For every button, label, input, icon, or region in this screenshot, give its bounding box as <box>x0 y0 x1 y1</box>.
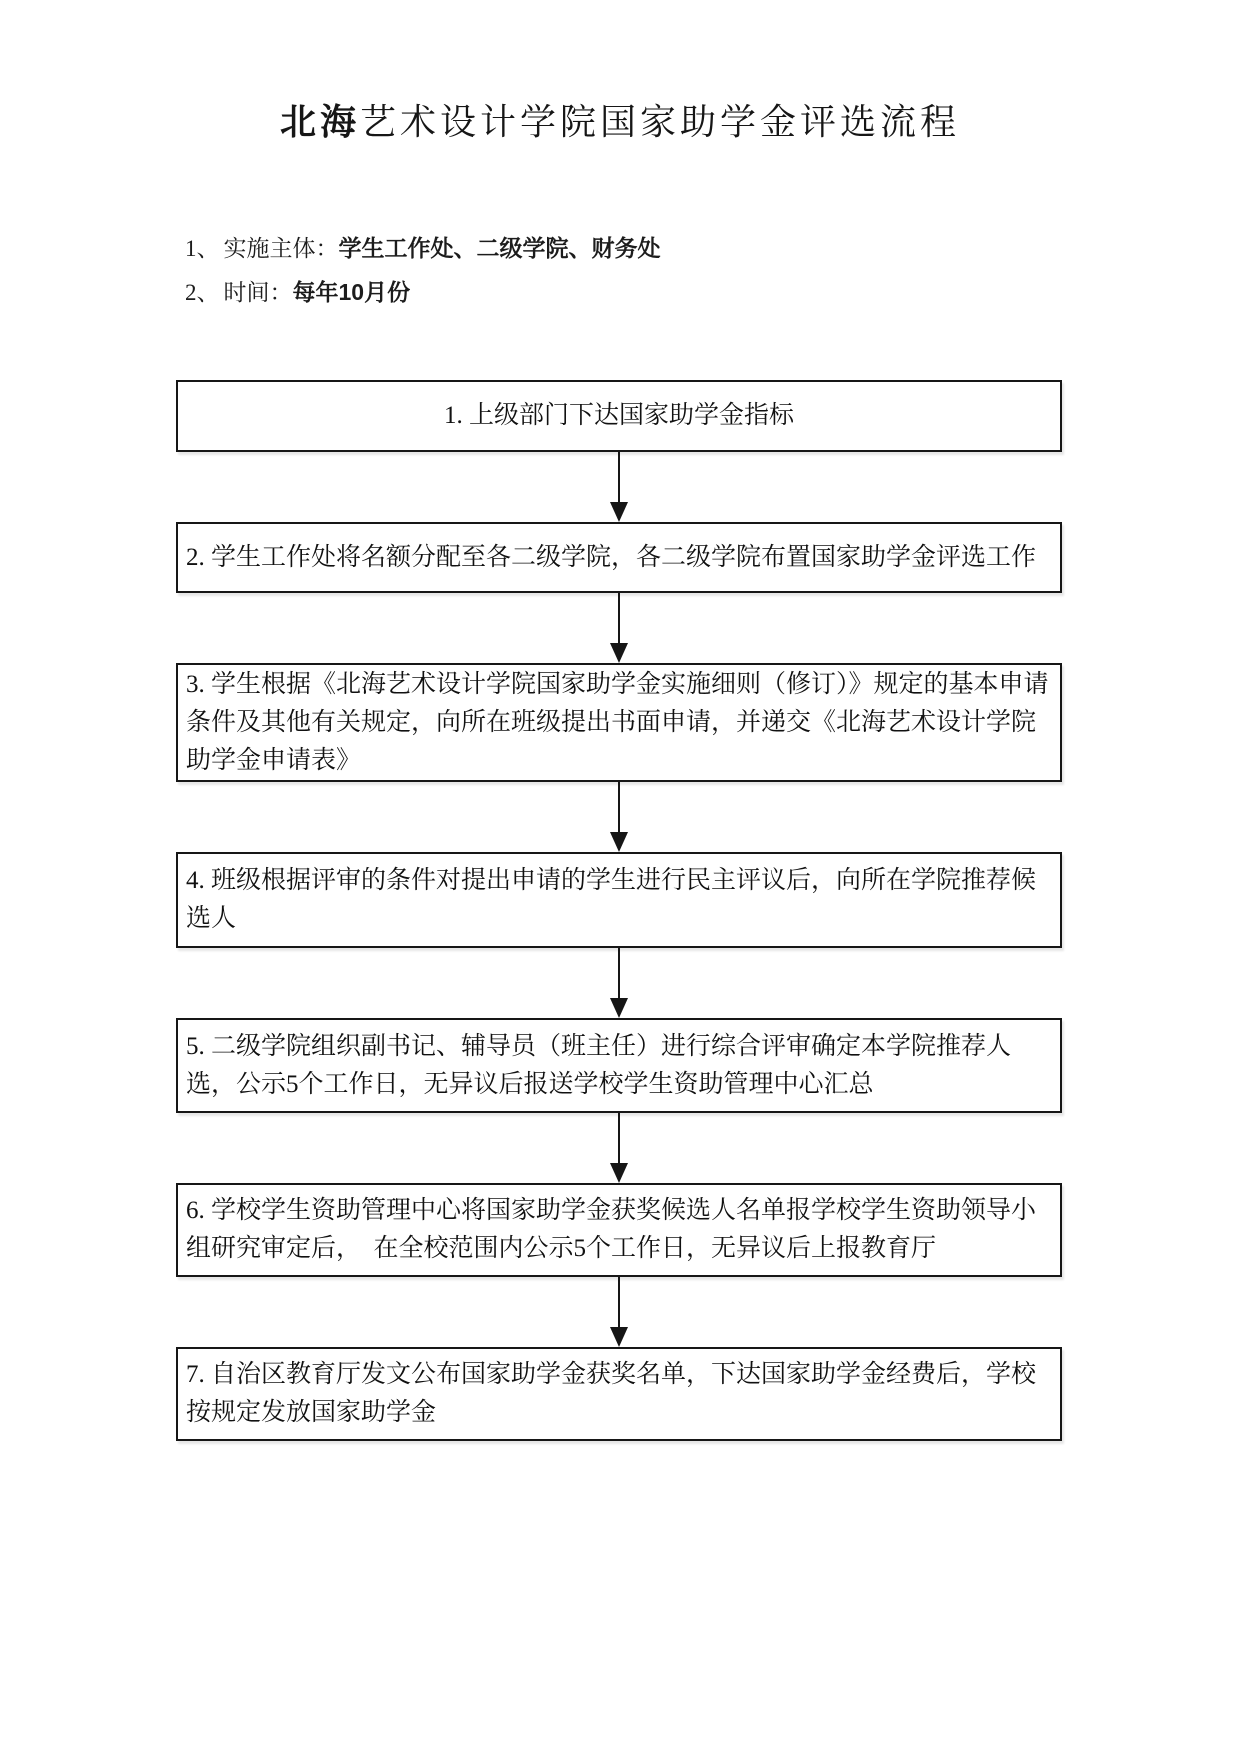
meta-label: 实施主体： <box>223 235 339 261</box>
arrow-down-icon <box>610 643 628 663</box>
meta-label: 时间： <box>223 279 293 305</box>
flow-arrow-1 <box>176 452 1062 522</box>
flow-step-4-text: 4. 班级根据评审的条件对提出申请的学生进行民主评议后，向所在学院推荐候选人 <box>186 867 1037 932</box>
flow-step-5 <box>176 1018 1062 1113</box>
flow-step-2-text: 2. 学生工作处将名额分配至各二级学院，各二级学院布置国家助学金评选工作 <box>186 543 1037 571</box>
arrow-line <box>618 593 620 645</box>
arrow-down-icon <box>610 832 628 852</box>
arrow-down-icon <box>610 1163 628 1183</box>
arrow-down-icon <box>610 1327 628 1347</box>
flow-step-2 <box>176 522 1062 593</box>
meta-item-time <box>185 277 661 308</box>
flow-step-7-text: 7. 自治区教育厅发文公布国家助学金获奖名单，下达国家助学金经费后，学校按规定发放国家助学金 <box>186 1361 1037 1426</box>
flow-step-5-text: 5. 二级学院组织副书记、辅导员（班主任）进行综合评审确定本学院推荐人选，公示5个工作日，无异议后报送学校学生资助管理中心汇总 <box>186 1032 1012 1098</box>
flow-arrow-3 <box>176 782 1062 852</box>
meta-number: 2、 <box>185 280 220 305</box>
arrow-line <box>618 1113 620 1165</box>
flow-step-6-text: 6. 学校学生资助管理中心将国家助学金获奖候选人名单报学校学生资助领导小组研究审定后， 在全校范围内公示5个工作日，无异议后上报教育厅 <box>186 1197 1037 1262</box>
arrow-down-icon <box>610 998 628 1018</box>
arrow-down-icon <box>610 502 628 522</box>
meta-number: 1、 <box>185 236 220 261</box>
flowchart <box>176 380 1062 1441</box>
meta-list <box>185 233 661 321</box>
flow-step-3 <box>176 663 1062 782</box>
title-rest: 艺术设计学院国家助学金评选流程 <box>360 101 961 142</box>
flow-step-4 <box>176 852 1062 948</box>
arrow-line <box>618 948 620 1000</box>
flow-arrow-2 <box>176 593 1062 663</box>
meta-value: 每年10月份 <box>292 279 411 305</box>
page-title <box>0 100 1240 144</box>
flow-arrow-4 <box>176 948 1062 1018</box>
arrow-line <box>618 452 620 504</box>
meta-value: 学生工作处、二级学院、财务处 <box>338 235 661 261</box>
flow-step-7 <box>176 1347 1062 1441</box>
flow-arrow-5 <box>176 1113 1062 1183</box>
flow-step-6 <box>176 1183 1062 1277</box>
arrow-line <box>618 782 620 834</box>
meta-item-subject <box>185 233 661 264</box>
flow-step-3-text: 3. 学生根据《北海艺术设计学院国家助学金实施细则（修订）》规定的基本申请条件及其他有关规定，向所在班级提出书面申请，并递交《北海艺术设计学院助学金申请表》 <box>186 670 1049 774</box>
title-emphasis: 北海 <box>279 101 360 142</box>
flow-arrow-6 <box>176 1277 1062 1347</box>
flow-step-1-text: 1. 上级部门下达国家助学金指标 <box>443 402 794 429</box>
arrow-line <box>618 1277 620 1329</box>
flow-step-1 <box>176 380 1062 452</box>
